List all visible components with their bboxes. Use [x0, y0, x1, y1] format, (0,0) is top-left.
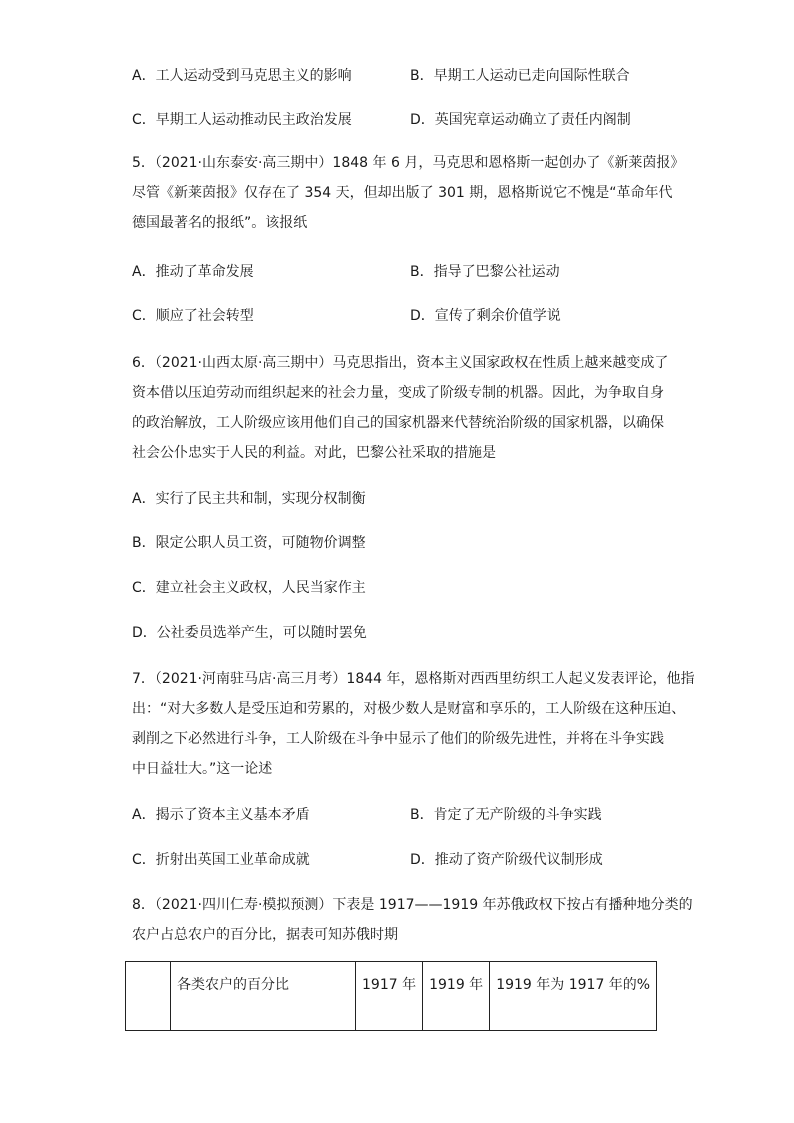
q8-data-table: [125, 961, 657, 1031]
table-header-cell-1919: 1919 年: [423, 962, 490, 1031]
q6-option-b: B．限定公职人员工资，可随物价调整: [132, 535, 366, 551]
q7-line-3: 剥削之下必然进行斗争，工人阶级在斗争中显示了他们的阶级先进性，并将在斗争实践: [132, 731, 664, 747]
q6-option-d: D．公社委员选举产生，可以随时罢免: [132, 625, 367, 641]
q6-line-3: 的政治解放，工人阶级应该用他们自己的国家机器来代替统治阶级的国家机器，以确保: [132, 415, 664, 431]
q6-line-1: 6．（2021·山西太原·高三期中）马克思指出，资本主义国家政权在性质上越来越变成了: [132, 355, 669, 371]
q7-option-d: D．推动了资产阶级代议制形成: [410, 852, 603, 868]
q4-option-b: B．早期工人运动已走向国际性联合: [410, 68, 630, 84]
q6-line-4: 社会公仆忠实于人民的利益。对此，巴黎公社采取的措施是: [132, 445, 496, 461]
q5-option-c: C．顺应了社会转型: [132, 308, 254, 324]
q4-option-c: C．早期工人运动推动民主政治发展: [132, 112, 352, 128]
q7-stem: [132, 664, 695, 784]
q7-line-1: 7．（2021·河南驻马店·高三月考）1844 年，恩格斯对西西里纺织工人起义发表评论，他指: [132, 671, 695, 687]
q7-option-a: A．揭示了资本主义基本矛盾: [132, 807, 310, 823]
table-header-cell-1917: 1917 年: [356, 962, 423, 1031]
q8-stem: [132, 890, 693, 950]
table-header-cell-category: 各类农户的百分比: [171, 962, 356, 1031]
q5-line-1: 5．（2021·山东泰安·高三期中）1848 年 6 月，马克思和恩格斯一起创办了《新莱茵报》: [132, 155, 685, 171]
q6-option-a: A．实行了民主共和制，实现分权制衡: [132, 491, 366, 507]
q5-line-2: 尽管《新莱茵报》仅存在了 354 天，但却出版了 301 期，恩格斯说它不愧是“革命年代: [132, 185, 673, 201]
q7-option-c: C．折射出英国工业革命成就: [132, 852, 310, 868]
q7-line-2: 出：“对大多数人是受压迫和劳累的，对极少数人是财富和享乐的，工人阶级在这种压迫、: [132, 701, 686, 717]
table-header-cell-empty: [126, 962, 171, 1031]
q4-option-a: A．工人运动受到马克思主义的影响: [132, 68, 352, 84]
q5-option-b: B．指导了巴黎公社运动: [410, 264, 560, 280]
q6-option-c: C．建立社会主义政权，人民当家作主: [132, 580, 366, 596]
table-header-row: [126, 962, 657, 1031]
q5-stem: [132, 148, 685, 238]
q6-stem: [132, 348, 672, 468]
q5-option-a: A．推动了革命发展: [132, 264, 254, 280]
q4-option-d: D．英国宪章运动确立了责任内阁制: [410, 112, 631, 128]
q8-line-1: 8．（2021·四川仁寿·模拟预测）下表是 1917——1919 年苏俄政权下按占有播种地分类的: [132, 897, 693, 913]
q7-line-4: 中日益壮大。”这一论述: [132, 761, 273, 777]
table-header-cell-ratio: 1919 年为 1917 年的%: [490, 962, 657, 1031]
q6-line-2: 资本借以压迫劳动而组织起来的社会力量，变成了阶级专制的机器。因此，为争取自身: [132, 385, 664, 401]
q8-line-2: 农户占总农户的百分比，据表可知苏俄时期: [132, 927, 398, 943]
q5-line-3: 德国最著名的报纸”。该报纸: [132, 215, 308, 231]
q7-option-b: B．肯定了无产阶级的斗争实践: [410, 807, 602, 823]
q5-option-d: D．宣传了剩余价值学说: [410, 308, 561, 324]
